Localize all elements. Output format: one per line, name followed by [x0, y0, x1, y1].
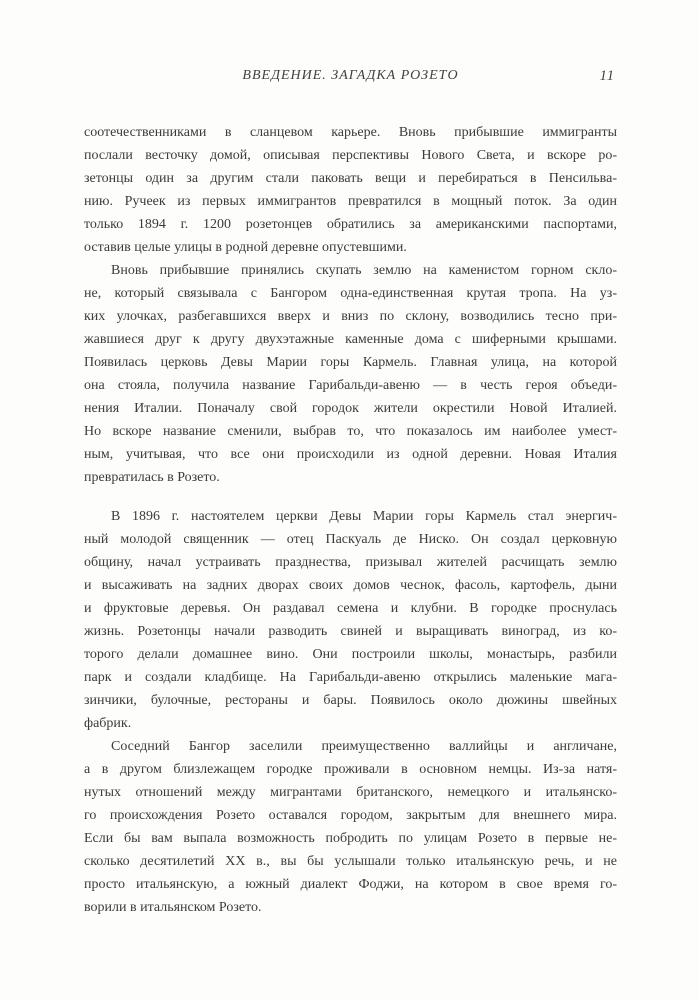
text-line: Появилась церковь Девы Марии горы Кармель. Главная улица, на которой [84, 355, 617, 370]
text-line: Но вскоре название сменили, выбрав то, что показалось им наиболее умест- [84, 424, 617, 439]
paragraph [84, 121, 617, 259]
body-text [84, 121, 617, 919]
text-line: зетонцы один за другим стали паковать вещи и перебираться в Пенсильва- [84, 171, 617, 186]
text-line: ным, учитывая, что все они происходили из одной деревни. Новая Италия [84, 447, 617, 462]
text-line: нию. Ручеек из первых иммигрантов превратился в мощный поток. За один [84, 194, 617, 209]
text-line: ких улочках, разбегавшихся вверх и вниз по склону, возводились тесно при- [84, 309, 617, 324]
text-line: торого делали домашнее вино. Они построили школы, монастырь, разбили [84, 647, 617, 662]
text-line: а в другом близлежащем городке проживали в основном немцы. Из-за натя- [84, 762, 617, 777]
paragraph [84, 259, 617, 489]
page-number: 11 [599, 68, 615, 84]
text-line: послали весточку домой, описывая перспективы Нового Света, и вскоре ро- [84, 148, 617, 163]
text-line: жавшиеся друг к другу двухэтажные каменные дома с шиферными крышами. [84, 332, 617, 347]
text-line: фабрик. [84, 716, 132, 731]
text-line: нения Италии. Поначалу свой городок жители окрестили Новой Италией. [84, 401, 617, 416]
chapter-header-title: ВВЕДЕНИЕ. ЗАГАДКА РОЗЕТО [242, 68, 459, 83]
text-line: она стояла, получила название Гарибальди-авеню — в честь героя объеди- [84, 378, 617, 393]
text-line: Если бы вам выпала возможность побродить по улицам Розето в первые не- [84, 831, 617, 846]
paragraph [84, 505, 617, 735]
text-line: В 1896 г. настоятелем церкви Девы Марии горы Кармель стал энергич- [111, 509, 617, 524]
text-line: ный молодой священник — отец Паскуаль де Ниско. Он создал церковную [84, 532, 617, 547]
text-line: и фруктовые деревья. Он раздавал семена и клубни. В городке проснулась [84, 601, 617, 616]
text-line: общину, начал устраивать празднества, призывал жителей расчищать землю [84, 555, 617, 570]
text-line: нутых отношений между мигрантами британского, немецкого и итальянско- [84, 785, 617, 800]
text-line: сколько десятилетий XX в., вы бы услышали только итальянскую речь, и не [84, 854, 617, 869]
paragraph [84, 735, 617, 919]
text-line: превратилась в Розето. [84, 470, 220, 485]
text-line: и высаживать на задних дворах своих домов чеснок, фасоль, картофель, дыни [84, 578, 617, 593]
text-line: оставив целые улицы в родной деревне опустевшими. [84, 240, 407, 255]
text-line: соотечественниками в сланцевом карьере. Вновь прибывшие иммигранты [84, 125, 617, 140]
text-line: не, который связывала с Бангором одна-единственная крутая тропа. На уз- [84, 286, 617, 301]
text-line: Вновь прибывшие принялись скупать землю на каменистом горном скло- [111, 263, 617, 278]
text-line: ворили в итальянском Розето. [84, 900, 262, 915]
text-line: зинчики, булочные, рестораны и бары. Появилось около дюжины швейных [84, 693, 617, 708]
text-line: парк и создали кладбище. На Гарибальди-авеню открылись маленькие мага- [84, 670, 617, 685]
text-line: жизнь. Розетонцы начали разводить свиней и выращивать виноград, из ко- [84, 624, 617, 639]
text-line: го происхождения Розето оставался городом, закрытым для внешнего мира. [84, 808, 617, 823]
running-head [84, 68, 617, 88]
text-line: Соседний Бангор заселили преимущественно валлийцы и англичане, [111, 739, 617, 754]
text-line: только 1894 г. 1200 розетонцев обратились за американскими паспортами, [84, 217, 617, 232]
text-line: просто итальянскую, а южный диалект Фоджи, на котором в свое время го- [84, 877, 617, 892]
